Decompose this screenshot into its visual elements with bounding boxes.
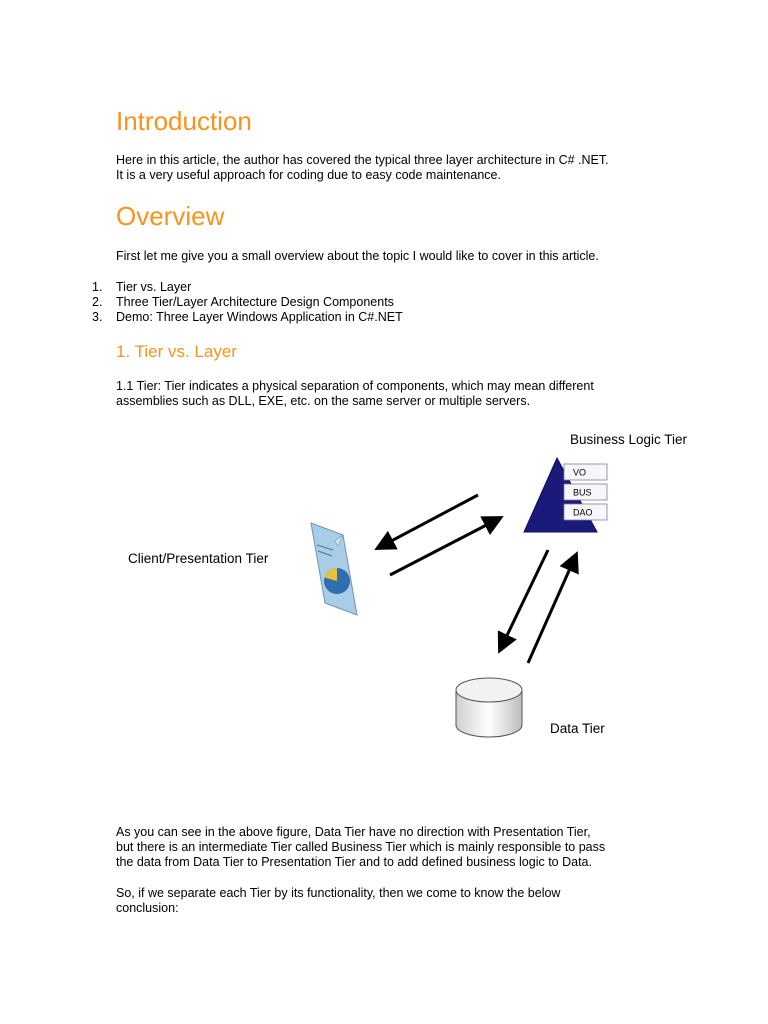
business-tier-label: Business Logic Tier: [570, 432, 688, 447]
introduction-paragraph: [116, 153, 676, 183]
arrow-data-to-business: [528, 555, 576, 663]
text-line: the data from Data Tier to Presentation Tier and to add defined business logic to Data.: [116, 855, 592, 869]
business-layer-box: [564, 464, 607, 480]
database-icon: [456, 678, 522, 737]
list-number: 1.: [92, 280, 103, 294]
business-layer-box: [564, 504, 607, 520]
business-layer-box: [564, 484, 607, 500]
topic-list: [92, 280, 403, 325]
figure-explanation-paragraph: [116, 825, 676, 870]
list-item: [92, 295, 403, 310]
document-chart-icon: [311, 523, 357, 615]
text-line: It is a very useful approach for coding due to easy code maintenance.: [116, 168, 501, 182]
text-line: but there is an intermediate Tier called Business Tier which is mainly responsible to pass: [116, 840, 606, 854]
client-tier-label: Client/Presentation Tier: [128, 551, 269, 566]
text-line: conclusion:: [116, 901, 179, 915]
list-text: Tier vs. Layer: [116, 280, 192, 294]
text-line: So, if we separate each Tier by its functionality, then we come to know the below: [116, 886, 561, 900]
overview-heading: Overview: [116, 201, 225, 231]
list-number: 3.: [92, 310, 103, 324]
text-line: 1.1 Tier: Tier indicates a physical separation of components, which may mean different: [116, 379, 594, 393]
text-line: Here in this article, the author has covered the typical three layer architecture in C# .NET.: [116, 153, 609, 167]
tier-definition-paragraph: [116, 379, 676, 409]
list-text: Three Tier/Layer Architecture Design Components: [116, 295, 394, 309]
layer-bus-label: BUS: [573, 487, 592, 498]
arrow-business-to-client: [378, 495, 478, 548]
list-item: [92, 310, 403, 325]
data-tier-label: Data Tier: [550, 721, 605, 736]
list-item: [92, 280, 403, 295]
conclusion-paragraph: [116, 886, 676, 916]
text-line: As you can see in the above figure, Data Tier have no direction with Presentation Tier,: [116, 825, 591, 839]
layer-dao-label: DAO: [573, 507, 593, 518]
introduction-heading: Introduction: [116, 106, 252, 136]
tier-vs-layer-heading: 1. Tier vs. Layer: [116, 342, 237, 361]
arrow-client-to-business: [390, 518, 500, 575]
list-number: 2.: [92, 295, 103, 309]
list-text: Demo: Three Layer Windows Application in C#.NET: [116, 310, 403, 324]
overview-intro: First let me give you a small overview about the topic I would like to cover in this article.: [116, 249, 599, 263]
three-tier-figure: [110, 420, 730, 780]
layer-vo-label: VO: [573, 467, 587, 478]
text-line: assemblies such as DLL, EXE, etc. on the same server or multiple servers.: [116, 394, 531, 408]
